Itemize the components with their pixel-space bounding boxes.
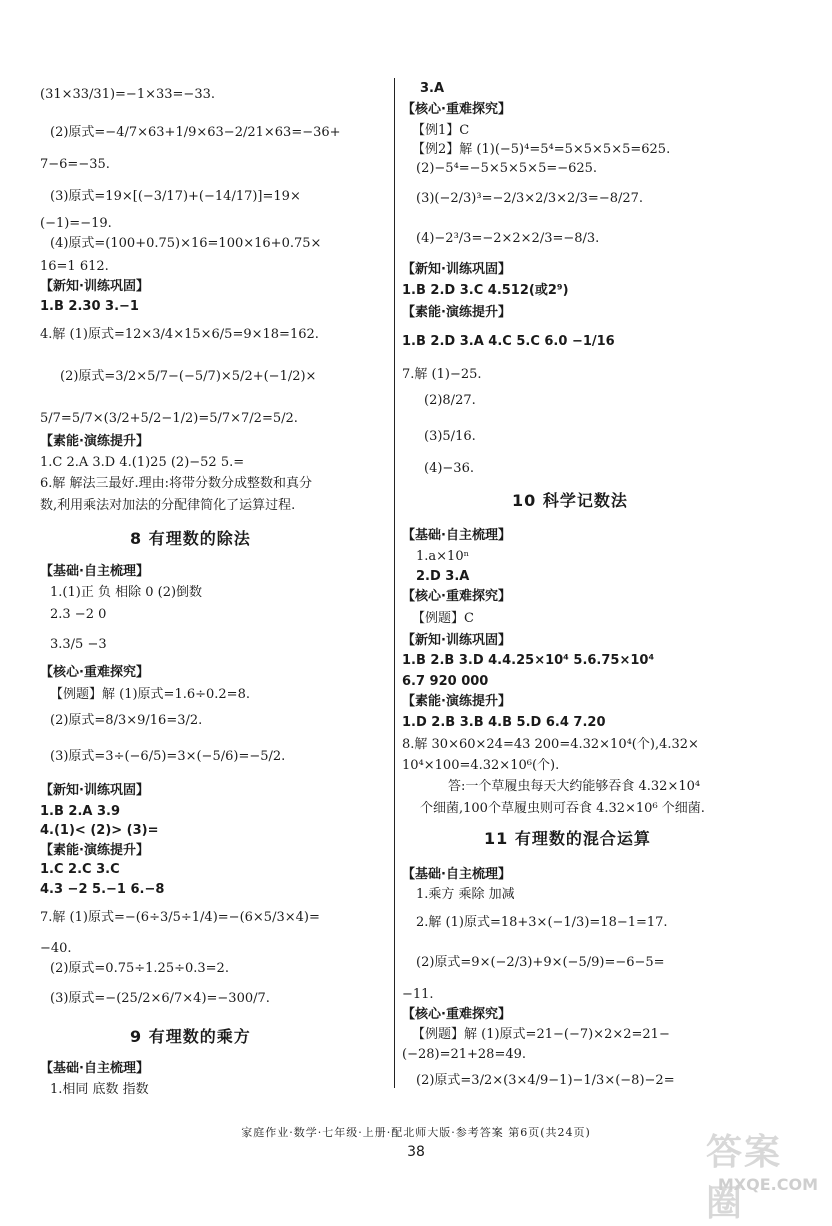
section-heading: 【基础·自主梳理】 (40, 564, 149, 579)
answer-line: −40. (40, 941, 72, 956)
answer-line: (2)原式=−4/7×63+1/9×63−2/21×63=−36+ (50, 125, 341, 140)
answer-line: (2)原式=9×(−2/3)+9×(−5/9)=−6−5= (416, 955, 665, 970)
section-heading: 【新知·训练巩固】 (40, 783, 149, 798)
answer-line: (4)−36. (424, 461, 474, 476)
section-heading: 【新知·训练巩固】 (402, 262, 511, 277)
answer-line: 【例2】解 (1)(−5)⁴=5⁴=5×5×5×5=625. (412, 142, 671, 157)
chapter-title: 9 有理数的乘方 (130, 1027, 251, 1046)
answer-line: 7−6=−35. (40, 157, 110, 172)
answer-line: (4)原式=(100+0.75)×16=100×16+0.75× (50, 236, 322, 251)
section-heading: 【核心·重难探究】 (402, 1007, 511, 1022)
section-heading: 【素能·演练提升】 (402, 305, 511, 320)
answer-line: (31×33/31)=−1×33=−33. (40, 87, 215, 102)
answer-line: 7.解 (1)−25. (402, 367, 482, 382)
section-heading: 【基础·自主梳理】 (402, 867, 511, 882)
answer-line: (2)原式=0.75÷1.25÷0.3=2. (50, 961, 229, 976)
answer-line: 4.解 (1)原式=12×3/4×15×6/5=9×18=162. (40, 327, 319, 342)
answer-line: 【例题】C (412, 611, 474, 626)
answer-line: 16=1 612. (40, 259, 109, 274)
section-heading: 【基础·自主梳理】 (402, 528, 511, 543)
answer-line: 1.乘方 乘除 加减 (416, 887, 515, 902)
section-heading: 【基础·自主梳理】 (40, 1061, 149, 1076)
answer-line: (−1)=−19. (40, 216, 112, 231)
chapter-title: 8 有理数的除法 (130, 529, 251, 548)
answer-line: 个细菌,100个草履虫则可吞食 4.32×10⁶ 个细菌. (420, 801, 705, 816)
answer-line: 1.B 2.30 3.−1 (40, 299, 139, 314)
section-heading: 【新知·训练巩固】 (40, 279, 149, 294)
answer-line: 1.C 2.C 3.C (40, 862, 120, 877)
answer-line: 1.相同 底数 指数 (50, 1082, 149, 1097)
watermark-logo-text: 答案圈 (706, 1132, 783, 1224)
answer-line: (4)−2³/3=−2×2×2/3=−8/3. (416, 231, 600, 246)
answer-line: (−28)=21+28=49. (402, 1047, 527, 1062)
section-heading: 【核心·重难探究】 (402, 102, 511, 117)
section-heading: 【核心·重难探究】 (402, 589, 511, 604)
answer-line: (2)8/27. (424, 393, 476, 408)
answer-line: (3)原式=3÷(−6/5)=3×(−5/6)=−5/2. (50, 749, 286, 764)
answer-line: 4.3 −2 5.−1 6.−8 (40, 882, 165, 897)
answer-line: 1.C 2.A 3.D 4.(1)25 (2)−52 5.= (40, 455, 245, 470)
answer-line: 3.3/5 −3 (50, 637, 107, 652)
answer-line: 2.3 −2 0 (50, 607, 107, 622)
section-heading: 【新知·训练巩固】 (402, 633, 511, 648)
answer-line: 【例题】解 (1)原式=1.6÷0.2=8. (50, 687, 250, 702)
answer-line: (2)原式=3/2×(3×4/9−1)−1/3×(−8)−2= (416, 1073, 675, 1088)
answer-line: (3)原式=−(25/2×6/7×4)=−300/7. (50, 991, 270, 1006)
answer-line: 8.解 30×60×24=43 200=4.32×10⁴(个),4.32× (402, 737, 699, 752)
answer-line: (2)原式=8/3×9/16=3/2. (50, 713, 203, 728)
answer-line: 6.解 解法三最好.理由:将带分数分成整数和真分 (40, 476, 313, 491)
column-divider (394, 78, 395, 1088)
answer-line: 1.B 2.A 3.9 (40, 804, 121, 819)
answer-line: 【例题】解 (1)原式=21−(−7)×2×2=21− (412, 1027, 670, 1042)
chapter-title: 11 有理数的混合运算 (484, 829, 651, 848)
chapter-title: 10 科学记数法 (512, 491, 628, 510)
answer-line: 1.B 2.B 3.D 4.4.25×10⁴ 5.6.75×10⁴ (402, 653, 655, 668)
answer-line: −11. (402, 987, 434, 1002)
answer-line: 1.B 2.D 3.C 4.512(或2⁹) (402, 283, 569, 298)
section-heading: 【核心·重难探究】 (40, 665, 149, 680)
section-heading: 【素能·演练提升】 (40, 843, 149, 858)
answer-line: 答:一个草履虫每天大约能够吞食 4.32×10⁴ (448, 779, 701, 794)
answer-line: 7.解 (1)原式=−(6÷3/5÷1/4)=−(6×5/3×4)= (40, 910, 320, 925)
answer-line: (3)原式=19×[(−3/17)+(−14/17)]=19× (50, 189, 301, 204)
answer-line: 1.B 2.D 3.A 4.C 5.C 6.0 −1/16 (402, 334, 615, 349)
answer-line: (3)5/16. (424, 429, 476, 444)
watermark-url: MXQE.COM (717, 1175, 818, 1194)
site-watermark (706, 1124, 824, 1224)
page-number: 38 (407, 1144, 425, 1160)
page-footer: 家庭作业·数学·七年级·上册·配北师大版·参考答案 第6页(共24页) (241, 1126, 591, 1139)
answer-line: 3.A (420, 81, 445, 96)
answer-line: 1.(1)正 负 相除 0 (2)倒数 (50, 585, 203, 600)
answer-line: (2)−5⁴=−5×5×5×5=−625. (416, 161, 598, 176)
answer-line: 10⁴×100=4.32×10⁶(个). (402, 758, 560, 773)
answer-line: 2.D 3.A (416, 569, 470, 584)
answer-line: 1.a×10ⁿ (416, 549, 470, 564)
answer-line: (3)(−2/3)³=−2/3×2/3×2/3=−8/27. (416, 191, 644, 206)
answer-line: 数,利用乘法对加法的分配律简化了运算过程. (40, 498, 296, 513)
answer-line: (2)原式=3/2×5/7−(−5/7)×5/2+(−1/2)× (60, 369, 317, 384)
answer-line: 4.(1)< (2)> (3)= (40, 823, 159, 838)
section-heading: 【素能·演练提升】 (40, 434, 149, 449)
answer-line: 5/7=5/7×(3/2+5/2−1/2)=5/7×7/2=5/2. (40, 411, 298, 426)
answer-line: 1.D 2.B 3.B 4.B 5.D 6.4 7.20 (402, 715, 606, 730)
answer-line: 【例1】C (412, 123, 470, 138)
answer-line: 6.7 920 000 (402, 674, 489, 689)
answer-line: 2.解 (1)原式=18+3×(−1/3)=18−1=17. (416, 915, 668, 930)
section-heading: 【素能·演练提升】 (402, 694, 511, 709)
